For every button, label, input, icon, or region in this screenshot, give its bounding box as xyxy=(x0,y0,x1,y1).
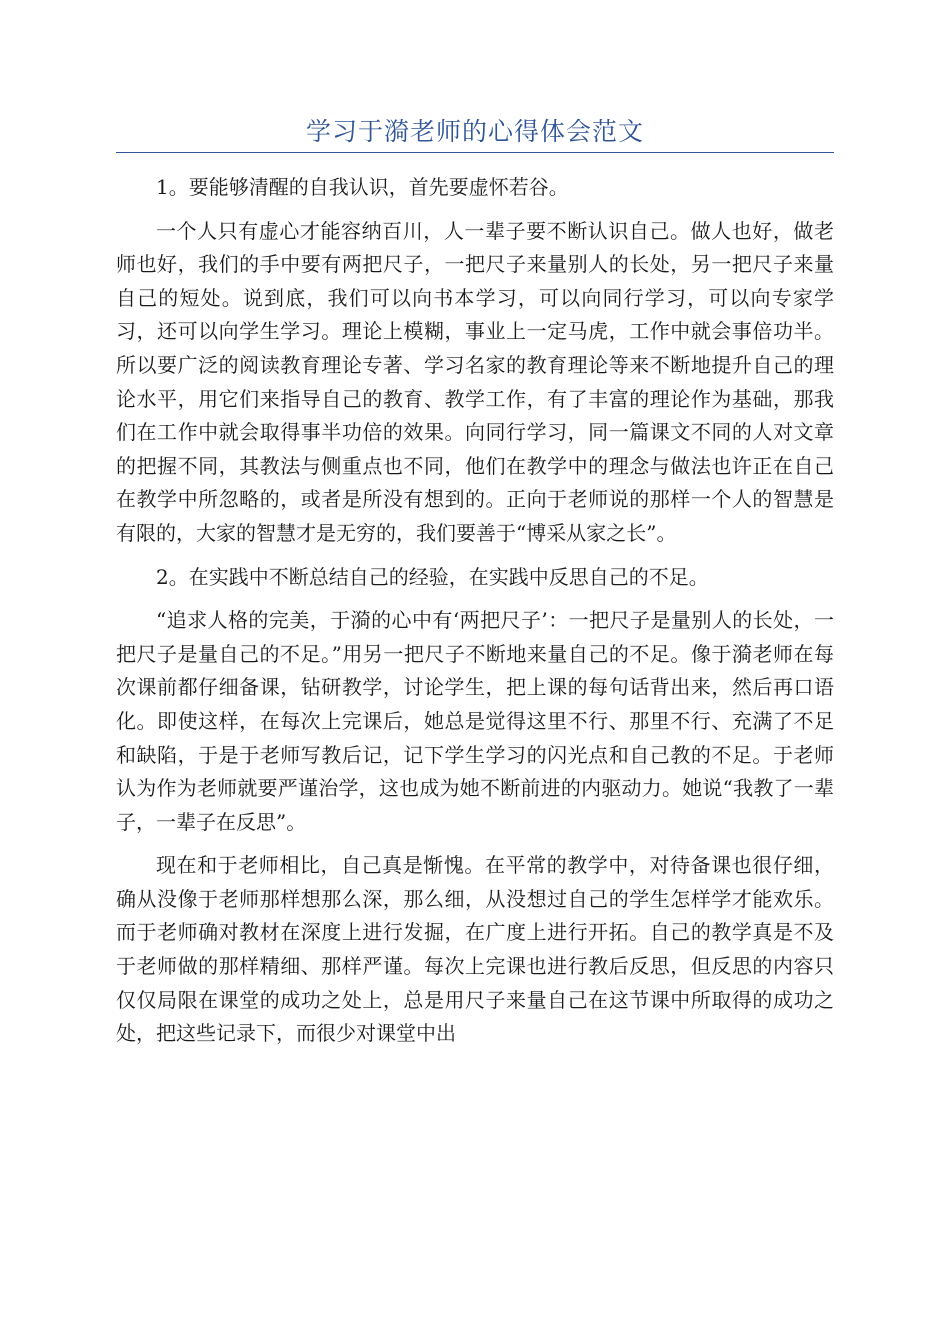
paragraph-3: 2。在实践中不断总结自己的经验，在实践中反思自己的不足。 xyxy=(156,564,709,589)
document-page xyxy=(116,112,834,1061)
paragraph-2: 一个人只有虚心才能容纳百川，人一辈子要不断认识自己。做人也好，做老师也好，我们的手中要有两把尺子，一把尺子来量别人的长处，另一把尺子来量自己的短处。说到底，我们可以向书本学习，可以向同行学习，可以向专家学习，还可以向学生学习。理论上模糊，事业上一定马虎，工作中就会事倍功半。所以要广泛的阅读教育理论专著、学习名家的教育理论等来不断地提升自己的理论水平，用它们来指导自己的教育、教学工作，有了丰富的理论作为基础，那我们在工作中就会取得事半功倍的效果。向同行学习，同一篇课文不同的人对文章的把握不同，其教法与侧重点也不同，他们在教学中的理念与做法也许正在自己在教学中所忽略的，或者是所没有想到的。正向于老师说的那样一个人的智慧是有限的，大家的智慧才是无穷的，我们要善于“博采从家之长”。 xyxy=(116,218,834,545)
document-title: 学习于漪老师的心得体会范文 xyxy=(305,117,644,146)
title-underline xyxy=(116,152,834,153)
paragraph-1: 1。要能够清醒的自我认识，首先要虚怀若谷。 xyxy=(156,175,569,199)
paragraph-5: 现在和于老师相比，自己真是惭愧。在平常的教学中，对待备课也很仔细，确从没像于老师那样想那么深，那么细，从没想过自己的学生怎样学才能欢乐。而于老师确对教材在深度上进行发掘，在广度上进行开拓。自己的教学真是不及于老师做的那样精细、那样严谨。每次上完课也进行教后反思，但反思的内容只仅仅局限在课堂的成功之处上，总是用尺子来量自己在这节课中所取得的成功之处，把这些记录下，而很少对课堂中出 xyxy=(116,853,834,1046)
paragraph-4: “追求人格的完美，于漪的心中有‘两把尺子’：一把尺子是量别人的长处，一把尺子是量自己的不足。”用另一把尺子不断地来量自己的不足。像于漪老师在每次课前都仔细备课，钻研教学，讨论学生，把上课的每句话背出来，然后再口语化。即使这样，在每次上完课后，她总是觉得这里不行、那里不行、充满了不足和缺陷，于是于老师写教后记，记下学生学习的闪光点和自己教的不足。于老师认为作为老师就要严谨治学，这也成为她不断前进的内驱动力。她说“我教了一辈子，一辈子在反思”。 xyxy=(116,608,834,834)
